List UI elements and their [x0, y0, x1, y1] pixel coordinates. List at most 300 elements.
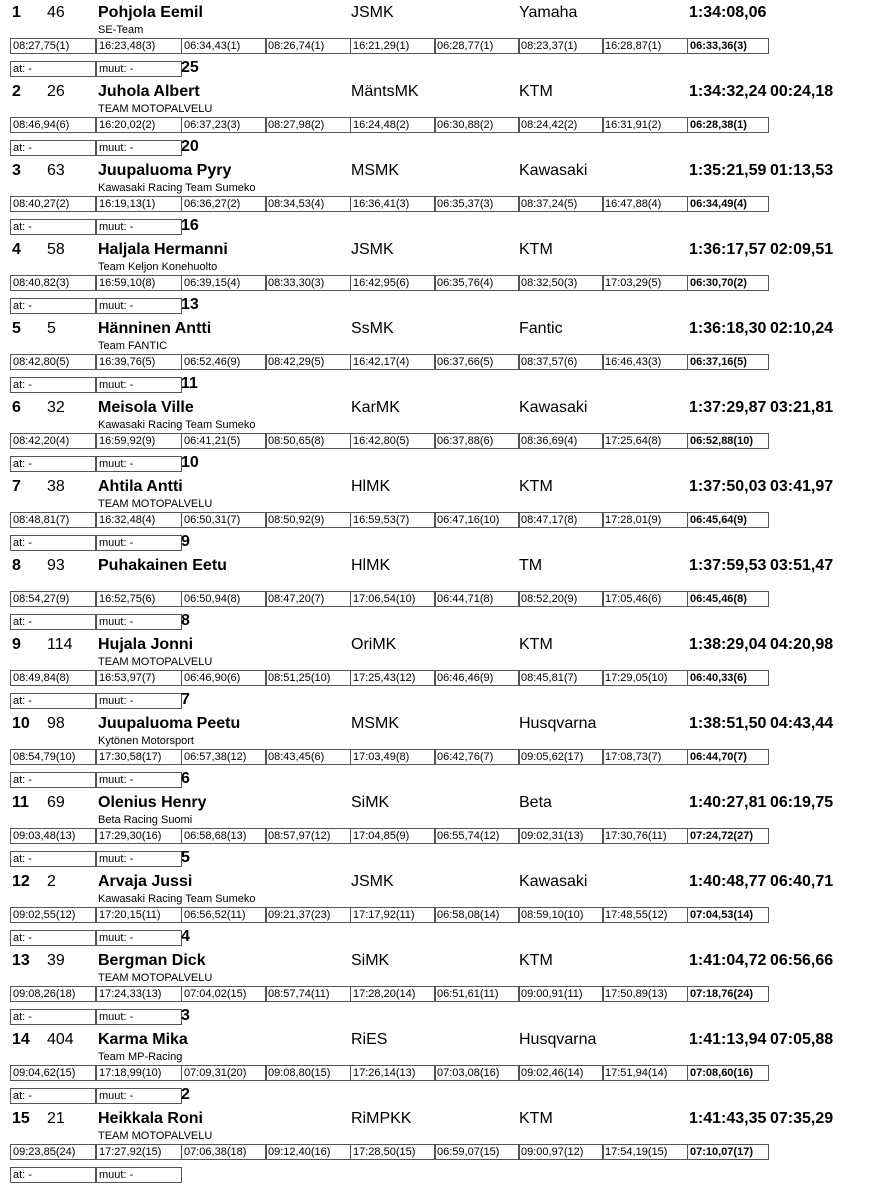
lap-time-cell: 09:12,40(16)	[265, 1144, 351, 1160]
time-gap: 07:05,88	[770, 1031, 834, 1048]
lap-time-cell: 09:23,85(24)	[10, 1144, 96, 1160]
time-gap: 03:51,47	[770, 557, 834, 574]
rider-club: KarMK	[351, 399, 400, 416]
rider-points: 20	[181, 138, 199, 155]
result-entry	[0, 869, 880, 948]
rider-club: MSMK	[351, 162, 399, 179]
lap-time-cell: 08:32,50(3)	[518, 275, 604, 291]
lap-time-cell: 16:42,17(4)	[350, 354, 436, 370]
lap-time-cell: 17:27,92(15)	[96, 1144, 182, 1160]
lap-time-cell: 09:05,62(17)	[518, 749, 604, 765]
lap-time-cell: 08:43,45(6)	[265, 749, 351, 765]
lap-time-cell: 08:42,29(5)	[265, 354, 351, 370]
rider-bike: Kawasaki	[519, 873, 588, 890]
lap-time-cell: 17:29,05(10)	[602, 670, 688, 686]
lap-time-cell-final: 07:08,60(16)	[687, 1065, 769, 1081]
rider-number: 32	[47, 399, 65, 416]
lap-time-cell: 17:51,94(14)	[602, 1065, 688, 1081]
muut-field: muut: -	[96, 456, 182, 472]
lap-time-cell: 06:35,76(4)	[434, 275, 520, 291]
muut-field: muut: -	[96, 1167, 182, 1183]
lap-time-cell: 09:04,62(15)	[10, 1065, 96, 1081]
lap-time-cell: 16:47,88(4)	[602, 196, 688, 212]
rider-position: 1	[12, 4, 21, 21]
lap-time-cell: 16:19,13(1)	[96, 196, 182, 212]
rider-number: 46	[47, 4, 65, 21]
lap-time-cell: 06:28,77(1)	[434, 38, 520, 54]
rider-points: 13	[181, 296, 199, 313]
lap-time-cell: 08:27,75(1)	[10, 38, 96, 54]
rider-number: 93	[47, 557, 65, 574]
penalty-line	[10, 219, 310, 237]
rider-position: 14	[12, 1031, 30, 1048]
result-header-line	[0, 3, 880, 23]
lap-time-cell: 17:08,73(7)	[602, 749, 688, 765]
result-header-line	[0, 872, 880, 892]
lap-time-cell: 06:55,74(12)	[434, 828, 520, 844]
rider-name: Juupaluoma Peetu	[98, 715, 241, 732]
time-gap: 04:20,98	[770, 636, 834, 653]
muut-field: muut: -	[96, 298, 182, 314]
penalty-line	[10, 851, 310, 869]
muut-field: muut: -	[96, 930, 182, 946]
penalty-line	[10, 1088, 310, 1106]
lap-time-cell: 16:46,43(3)	[602, 354, 688, 370]
lap-time-cell: 06:30,88(2)	[434, 117, 520, 133]
muut-field: muut: -	[96, 377, 182, 393]
rider-position: 10	[12, 715, 30, 732]
penalty-line	[10, 456, 310, 474]
lap-time-cell: 09:08,80(15)	[265, 1065, 351, 1081]
lap-time-cell: 08:23,37(1)	[518, 38, 604, 54]
lap-time-cell: 06:39,15(4)	[181, 275, 267, 291]
lap-time-cell: 16:42,95(6)	[350, 275, 436, 291]
lap-time-cell-final: 06:52,88(10)	[687, 433, 769, 449]
rider-number: 2	[47, 873, 56, 890]
lap-time-cell: 16:59,53(7)	[350, 512, 436, 528]
result-header-line	[0, 477, 880, 497]
lap-time-cell: 06:41,21(5)	[181, 433, 267, 449]
lap-time-cell-final: 06:33,36(3)	[687, 38, 769, 54]
time-gap: 03:21,81	[770, 399, 834, 416]
result-header-line	[0, 161, 880, 181]
result-header-line	[0, 635, 880, 655]
time-gap: 06:56,66	[770, 952, 834, 969]
rider-name: Puhakainen Eetu	[98, 557, 227, 574]
lap-time-cell: 08:50,92(9)	[265, 512, 351, 528]
lap-time-cell: 17:28,01(9)	[602, 512, 688, 528]
at-field: at: -	[10, 1009, 96, 1025]
rider-points: 2	[181, 1086, 190, 1103]
lap-time-cell-final: 06:28,38(1)	[687, 117, 769, 133]
lap-time-cell: 06:57,38(12)	[181, 749, 267, 765]
lap-time-cell: 06:37,88(6)	[434, 433, 520, 449]
at-field: at: -	[10, 140, 96, 156]
lap-time-cell-final: 06:45,46(8)	[687, 591, 769, 607]
lap-time-cell: 17:50,89(13)	[602, 986, 688, 1002]
lap-time-cell: 08:33,30(3)	[265, 275, 351, 291]
rider-name: Bergman Dick	[98, 952, 206, 969]
rider-bike: KTM	[519, 952, 553, 969]
lap-time-cell: 08:51,25(10)	[265, 670, 351, 686]
lap-time-cell: 08:36,69(4)	[518, 433, 604, 449]
lap-time-cell: 07:09,31(20)	[181, 1065, 267, 1081]
result-header-line	[0, 951, 880, 971]
time-gap: 03:41,97	[770, 478, 834, 495]
rider-team: Team MP-Racing	[98, 1051, 183, 1063]
rider-name: Hujala Jonni	[98, 636, 194, 653]
lap-time-cell-final: 06:37,16(5)	[687, 354, 769, 370]
at-field: at: -	[10, 851, 96, 867]
rider-position: 2	[12, 83, 21, 100]
rider-points: 16	[181, 217, 199, 234]
rider-number: 5	[47, 320, 56, 337]
lap-time-cell: 16:21,29(1)	[350, 38, 436, 54]
rider-position: 9	[12, 636, 21, 653]
lap-time-cell: 08:57,74(11)	[265, 986, 351, 1002]
lap-time-cell: 08:37,24(5)	[518, 196, 604, 212]
result-header-line	[0, 398, 880, 418]
lap-time-cell: 06:37,66(5)	[434, 354, 520, 370]
penalty-line	[10, 298, 310, 316]
lap-time-cell: 17:03,49(8)	[350, 749, 436, 765]
rider-points: 11	[181, 375, 198, 392]
rider-bike: Husqvarna	[519, 1031, 597, 1048]
lap-time-cell: 16:23,48(3)	[96, 38, 182, 54]
lap-time-cell: 17:30,58(17)	[96, 749, 182, 765]
lap-time-cell: 17:54,19(15)	[602, 1144, 688, 1160]
rider-points: 10	[181, 454, 199, 471]
lap-time-cell: 08:37,57(6)	[518, 354, 604, 370]
rider-name: Haljala Hermanni	[98, 241, 228, 258]
rider-number: 114	[47, 636, 73, 653]
lap-time-cell-final: 07:24,72(27)	[687, 828, 769, 844]
time-gap: 06:19,75	[770, 794, 834, 811]
lap-time-cell: 06:52,46(9)	[181, 354, 267, 370]
rider-name: Olenius Henry	[98, 794, 207, 811]
total-time: 1:37:29,87	[689, 399, 767, 416]
rider-bike: Kawasaki	[519, 399, 588, 416]
rider-club: HlMK	[351, 478, 391, 495]
result-entry	[0, 632, 880, 711]
result-entry	[0, 1027, 880, 1106]
lap-time-cell: 09:00,97(12)	[518, 1144, 604, 1160]
result-entry	[0, 711, 880, 790]
time-gap: 02:09,51	[770, 241, 834, 258]
result-entry	[0, 395, 880, 474]
lap-time-cell: 06:58,08(14)	[434, 907, 520, 923]
lap-time-cell-final: 06:45,64(9)	[687, 512, 769, 528]
lap-time-cell: 17:06,54(10)	[350, 591, 436, 607]
muut-field: muut: -	[96, 1009, 182, 1025]
lap-time-cell: 06:37,23(3)	[181, 117, 267, 133]
lap-time-cell: 08:48,81(7)	[10, 512, 96, 528]
rider-number: 38	[47, 478, 65, 495]
at-field: at: -	[10, 535, 96, 551]
rider-team: Team Keljon Konehuolto	[98, 261, 218, 273]
rider-position: 6	[12, 399, 21, 416]
rider-team: SE-Team	[98, 24, 144, 36]
total-time: 1:34:08,06	[689, 4, 767, 21]
lap-time-cell: 09:00,91(11)	[518, 986, 604, 1002]
result-header-line	[0, 714, 880, 734]
rider-club: HlMK	[351, 557, 391, 574]
rider-name: Pohjola Eemil	[98, 4, 203, 21]
rider-team: TEAM MOTOPALVELU	[98, 1130, 213, 1142]
result-header-line	[0, 82, 880, 102]
at-field: at: -	[10, 61, 96, 77]
penalty-line	[10, 614, 310, 632]
lap-time-cell: 08:26,74(1)	[265, 38, 351, 54]
total-time: 1:41:04,72	[689, 952, 767, 969]
lap-time-cell: 17:48,55(12)	[602, 907, 688, 923]
lap-time-cell-final: 06:40,33(6)	[687, 670, 769, 686]
rider-number: 39	[47, 952, 65, 969]
rider-team: Kawasaki Racing Team Sumeko	[98, 893, 256, 905]
rider-name: Arvaja Jussi	[98, 873, 193, 890]
rider-name: Juupaluoma Pyry	[98, 162, 232, 179]
lap-time-cell-final: 06:44,70(7)	[687, 749, 769, 765]
lap-time-cell: 08:50,65(8)	[265, 433, 351, 449]
result-entry	[0, 0, 880, 79]
lap-time-cell: 16:53,97(7)	[96, 670, 182, 686]
rider-points: 6	[181, 770, 190, 787]
total-time: 1:35:21,59	[689, 162, 767, 179]
muut-field: muut: -	[96, 614, 182, 630]
at-field: at: -	[10, 219, 96, 235]
rider-points: 3	[181, 1007, 190, 1024]
rider-club: JSMK	[351, 4, 394, 21]
lap-time-cell: 17:28,20(14)	[350, 986, 436, 1002]
muut-field: muut: -	[96, 851, 182, 867]
lap-time-cell: 06:36,27(2)	[181, 196, 267, 212]
lap-time-cell: 17:03,29(5)	[602, 275, 688, 291]
lap-time-cell: 16:42,80(5)	[350, 433, 436, 449]
total-time: 1:34:32,24	[689, 83, 767, 100]
lap-time-cell-final: 07:18,76(24)	[687, 986, 769, 1002]
rider-number: 63	[47, 162, 65, 179]
lap-time-cell: 08:47,17(8)	[518, 512, 604, 528]
rider-bike: KTM	[519, 241, 553, 258]
at-field: at: -	[10, 298, 96, 314]
rider-name: Meisola Ville	[98, 399, 194, 416]
rider-club: SiMK	[351, 794, 390, 811]
rider-number: 21	[47, 1110, 65, 1127]
lap-time-cell: 08:47,20(7)	[265, 591, 351, 607]
rider-points: 25	[181, 59, 199, 76]
rider-number: 404	[47, 1031, 74, 1048]
lap-time-cell: 09:02,55(12)	[10, 907, 96, 923]
result-header-line	[0, 319, 880, 339]
rider-number: 98	[47, 715, 65, 732]
rider-position: 15	[12, 1110, 30, 1127]
rider-team: TEAM MOTOPALVELU	[98, 972, 213, 984]
total-time: 1:36:17,57	[689, 241, 767, 258]
lap-time-cell: 08:59,10(10)	[518, 907, 604, 923]
penalty-line	[10, 377, 310, 395]
muut-field: muut: -	[96, 219, 182, 235]
rider-bike: KTM	[519, 478, 553, 495]
lap-time-cell: 06:42,76(7)	[434, 749, 520, 765]
rider-name: Karma Mika	[98, 1031, 188, 1048]
rider-position: 11	[12, 794, 29, 811]
lap-time-cell: 17:30,76(11)	[602, 828, 688, 844]
penalty-line	[10, 772, 310, 790]
result-entry	[0, 474, 880, 553]
penalty-line	[10, 930, 310, 948]
result-entry	[0, 790, 880, 869]
lap-time-cell: 08:46,94(6)	[10, 117, 96, 133]
lap-time-cell: 09:21,37(23)	[265, 907, 351, 923]
rider-name: Hänninen Antti	[98, 320, 212, 337]
muut-field: muut: -	[96, 1088, 182, 1104]
lap-time-cell: 17:20,15(11)	[96, 907, 182, 923]
lap-time-cell: 17:28,50(15)	[350, 1144, 436, 1160]
total-time: 1:40:48,77	[689, 873, 767, 890]
lap-time-cell: 06:51,61(11)	[434, 986, 520, 1002]
lap-time-cell: 09:03,48(13)	[10, 828, 96, 844]
rider-bike: Yamaha	[519, 4, 578, 21]
rider-team: Kawasaki Racing Team Sumeko	[98, 182, 256, 194]
rider-bike: KTM	[519, 1110, 553, 1127]
lap-time-cell: 08:34,53(4)	[265, 196, 351, 212]
rider-team: Beta Racing Suomi	[98, 814, 193, 826]
lap-time-cell: 16:52,75(6)	[96, 591, 182, 607]
rider-team: Kytönen Motorsport	[98, 735, 194, 747]
lap-time-cell: 17:26,14(13)	[350, 1065, 436, 1081]
lap-time-cell: 17:24,33(13)	[96, 986, 182, 1002]
rider-position: 4	[12, 241, 21, 258]
rider-bike: KTM	[519, 636, 553, 653]
lap-time-cell-final: 07:10,07(17)	[687, 1144, 769, 1160]
muut-field: muut: -	[96, 140, 182, 156]
rider-position: 12	[12, 873, 30, 890]
total-time: 1:41:43,35	[689, 1110, 767, 1127]
lap-time-cell: 08:24,42(2)	[518, 117, 604, 133]
lap-time-cell: 08:40,27(2)	[10, 196, 96, 212]
lap-time-cell: 16:36,41(3)	[350, 196, 436, 212]
time-gap: 07:35,29	[770, 1110, 834, 1127]
lap-time-cell: 07:04,02(15)	[181, 986, 267, 1002]
result-header-line	[0, 240, 880, 260]
total-time: 1:41:13,94	[689, 1031, 767, 1048]
rider-points: 8	[181, 612, 190, 629]
penalty-line	[10, 1009, 310, 1027]
time-gap: 01:13,53	[770, 162, 834, 179]
lap-time-cell: 16:28,87(1)	[602, 38, 688, 54]
muut-field: muut: -	[96, 693, 182, 709]
lap-time-cell: 07:03,08(16)	[434, 1065, 520, 1081]
lap-time-cell: 08:42,20(4)	[10, 433, 96, 449]
rider-bike: Beta	[519, 794, 552, 811]
at-field: at: -	[10, 614, 96, 630]
rider-club: RiES	[351, 1031, 388, 1048]
rider-club: JSMK	[351, 873, 394, 890]
lap-time-cell-final: 06:34,49(4)	[687, 196, 769, 212]
rider-points: 4	[181, 928, 190, 945]
rider-bike: Fantic	[519, 320, 563, 337]
muut-field: muut: -	[96, 61, 182, 77]
lap-time-cell: 17:29,30(16)	[96, 828, 182, 844]
result-entry	[0, 158, 880, 237]
rider-club: MSMK	[351, 715, 399, 732]
total-time: 1:37:50,03	[689, 478, 767, 495]
penalty-line	[10, 140, 310, 158]
result-entry	[0, 79, 880, 158]
penalty-line	[10, 61, 310, 79]
muut-field: muut: -	[96, 772, 182, 788]
penalty-line	[10, 535, 310, 553]
rider-club: SiMK	[351, 952, 390, 969]
rider-club: MäntsMK	[351, 83, 419, 100]
at-field: at: -	[10, 772, 96, 788]
lap-time-cell: 08:57,97(12)	[265, 828, 351, 844]
lap-time-cell: 06:50,31(7)	[181, 512, 267, 528]
at-field: at: -	[10, 377, 96, 393]
rider-position: 8	[12, 557, 21, 574]
rider-bike: Husqvarna	[519, 715, 597, 732]
result-header-line	[0, 793, 880, 813]
rider-bike: TM	[519, 557, 543, 574]
muut-field: muut: -	[96, 535, 182, 551]
lap-time-cell: 17:18,99(10)	[96, 1065, 182, 1081]
result-entry	[0, 237, 880, 316]
lap-time-cell: 08:27,98(2)	[265, 117, 351, 133]
result-entry	[0, 553, 880, 632]
lap-time-cell: 16:32,48(4)	[96, 512, 182, 528]
result-entry	[0, 1106, 880, 1185]
rider-name: Ahtila Antti	[98, 478, 183, 495]
at-field: at: -	[10, 1167, 96, 1183]
total-time: 1:37:59,53	[689, 557, 767, 574]
lap-time-cell: 06:46,46(9)	[434, 670, 520, 686]
lap-time-cell: 08:52,20(9)	[518, 591, 604, 607]
lap-time-cell: 17:04,85(9)	[350, 828, 436, 844]
lap-time-cell: 16:24,48(2)	[350, 117, 436, 133]
rider-club: RiMPKK	[351, 1110, 412, 1127]
lap-time-cell: 08:54,27(9)	[10, 591, 96, 607]
lap-time-cell: 07:06,38(18)	[181, 1144, 267, 1160]
lap-time-cell: 09:02,46(14)	[518, 1065, 604, 1081]
total-time: 1:38:51,50	[689, 715, 767, 732]
lap-time-cell: 06:44,71(8)	[434, 591, 520, 607]
lap-time-cell: 17:17,92(11)	[350, 907, 436, 923]
lap-time-cell: 16:20,02(2)	[96, 117, 182, 133]
lap-time-cell: 06:58,68(13)	[181, 828, 267, 844]
time-gap: 04:43,44	[770, 715, 834, 732]
lap-time-cell: 16:59,10(8)	[96, 275, 182, 291]
lap-time-cell: 06:35,37(3)	[434, 196, 520, 212]
lap-time-cell-final: 06:30,70(2)	[687, 275, 769, 291]
total-time: 1:38:29,04	[689, 636, 767, 653]
lap-time-cell: 06:34,43(1)	[181, 38, 267, 54]
lap-time-cell: 09:08,26(18)	[10, 986, 96, 1002]
rider-position: 3	[12, 162, 21, 179]
lap-time-cell: 17:25,64(8)	[602, 433, 688, 449]
rider-position: 13	[12, 952, 30, 969]
total-time: 1:40:27,81	[689, 794, 767, 811]
penalty-line	[10, 1167, 310, 1185]
rider-points: 5	[181, 849, 190, 866]
lap-time-cell: 06:47,16(10)	[434, 512, 520, 528]
rider-name: Juhola Albert	[98, 83, 200, 100]
lap-time-cell: 09:02,31(13)	[518, 828, 604, 844]
total-time: 1:36:18,30	[689, 320, 767, 337]
at-field: at: -	[10, 456, 96, 472]
lap-time-cell: 08:40,82(3)	[10, 275, 96, 291]
lap-time-cell: 17:25,43(12)	[350, 670, 436, 686]
rider-number: 58	[47, 241, 65, 258]
